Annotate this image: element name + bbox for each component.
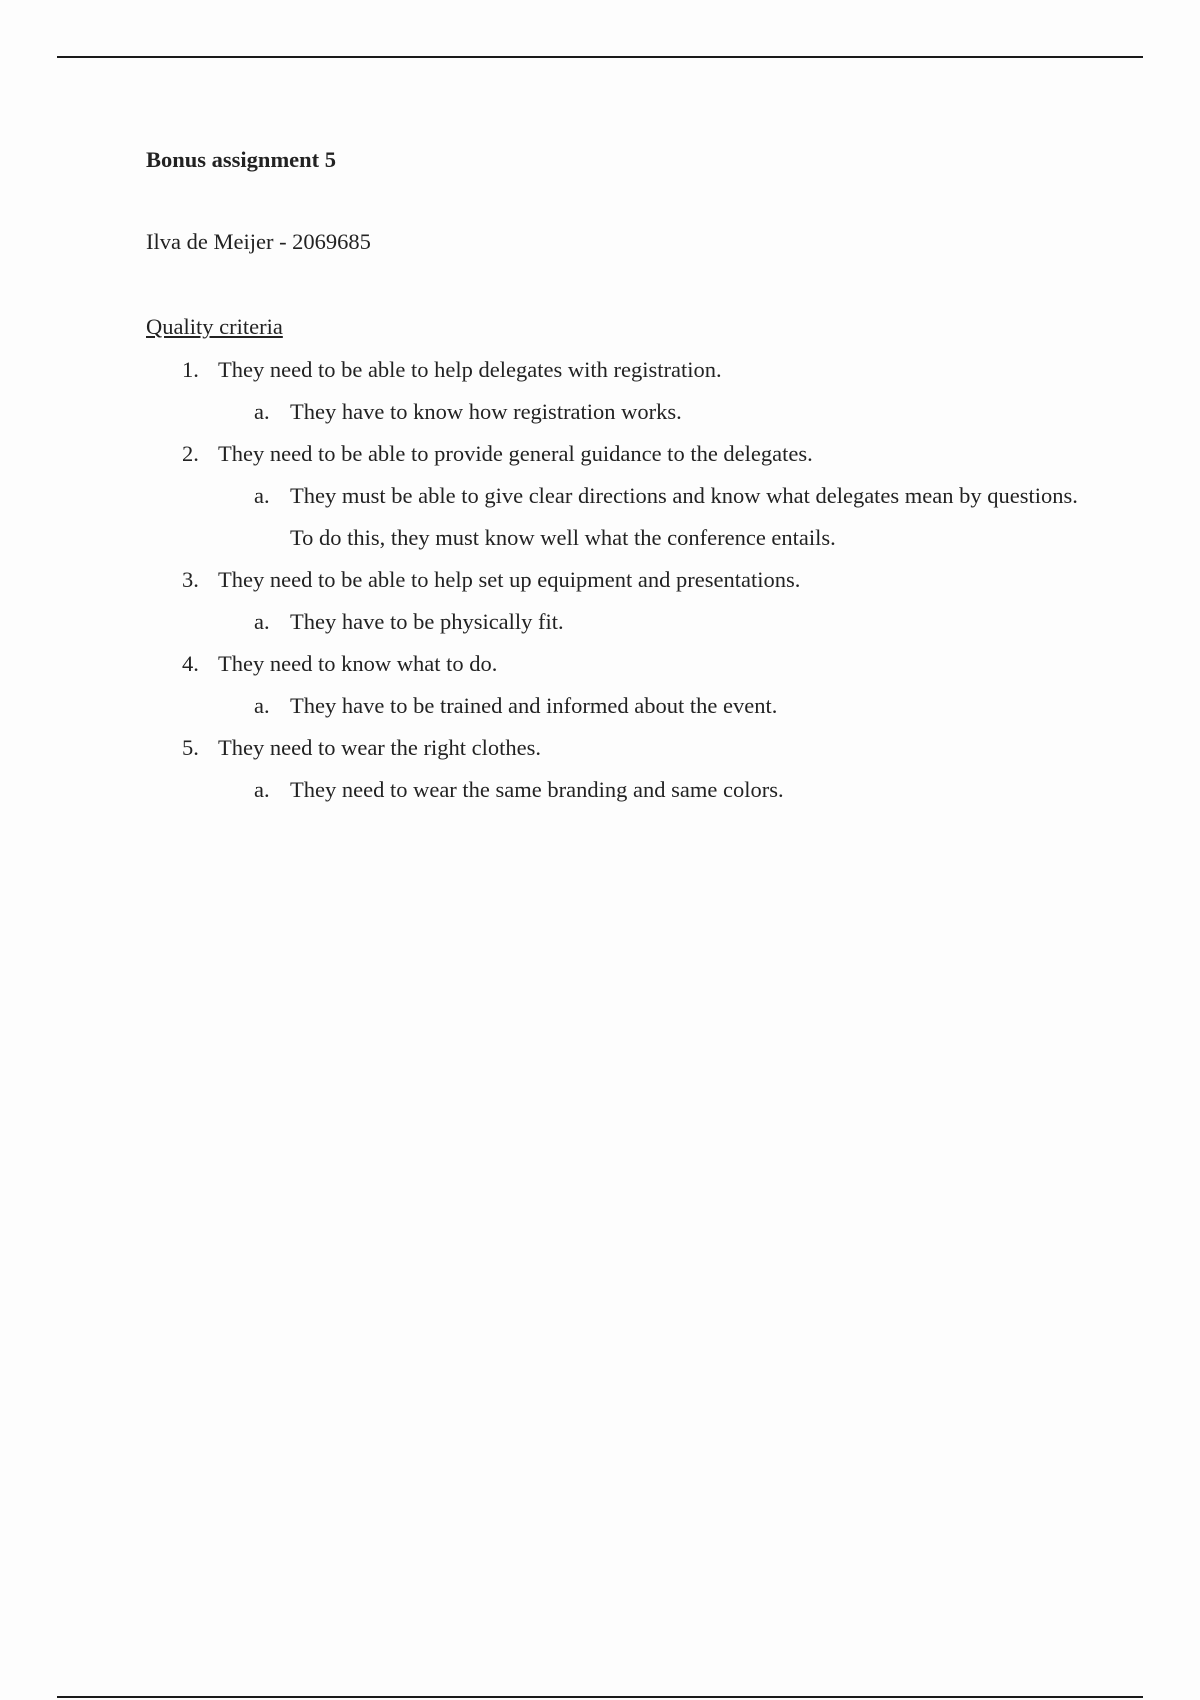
sub-item-text: They have to be physically fit. [290,609,564,634]
list-item-text: They need to know what to do. [218,651,498,676]
list-item [146,349,1086,391]
sub-item-text: They have to know how registration works. [290,399,682,424]
sub-item-letter: a. [254,777,270,802]
sub-item-letter: a. [254,693,270,718]
sub-item-letter: a. [254,609,270,634]
sub-item-letter: a. [254,483,270,508]
list-item-number: 1. [182,357,199,382]
section-heading: Quality criteria [146,314,283,339]
sub-list-item [146,685,1086,727]
sub-item-text: They have to be trained and informed about the event. [290,693,778,718]
document-title: Bonus assignment 5 [146,147,337,172]
list-item [146,643,1086,685]
list-item-text: They need to be able to provide general guidance to the delegates. [218,441,813,466]
sub-item-letter: a. [254,399,270,424]
list-item-text: They need to be able to help set up equipment and presentations. [218,567,801,592]
list-item [146,559,1086,601]
list-item-number: 2. [182,441,199,466]
list-item-text: They need to be able to help delegates with registration. [218,357,722,382]
sub-list-item [146,475,1086,559]
quality-criteria-list [146,349,1086,811]
document-body [146,145,1086,802]
sub-list-item [146,601,1086,643]
header-rule [57,56,1143,58]
author-line: Ilva de Meijer - 2069685 [146,229,371,254]
list-item [146,727,1086,769]
sub-list-item [146,769,1086,811]
sub-item-text: They must be able to give clear directions and know what delegates mean by questions. To do this, they must know well what the conference entails. [290,483,1078,550]
sub-list-item [146,391,1086,433]
list-item-number: 4. [182,651,199,676]
list-item-number: 3. [182,567,199,592]
sub-item-text: They need to wear the same branding and same colors. [290,777,784,802]
list-item-number: 5. [182,735,199,760]
footer-rule [57,1696,1143,1698]
list-item-text: They need to wear the right clothes. [218,735,542,760]
list-item [146,433,1086,475]
